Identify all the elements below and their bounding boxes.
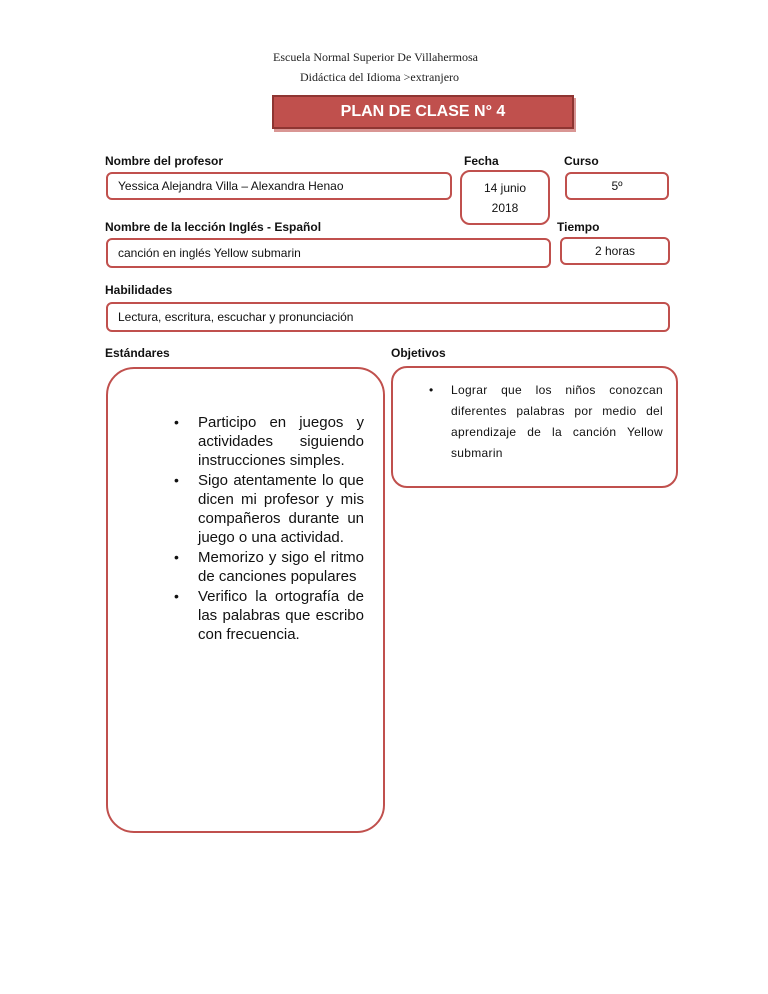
list-item: • Verifico la ortografía de las palabras que escribo con frecuencia.: [174, 588, 364, 643]
teacher-field: [106, 172, 452, 200]
plan-title-text: PLAN DE CLASE N° 4: [340, 103, 506, 120]
time-field: [560, 237, 670, 265]
list-item: • Participo en juegos y actividades siguiendo instrucciones simples.: [174, 414, 364, 469]
skills-field: [106, 302, 670, 332]
standards-box: [106, 367, 385, 833]
course-value: 5º: [611, 179, 623, 193]
bullet-icon: •: [174, 588, 179, 604]
list-item: • Memorizo y sigo el ritmo de canciones populares: [174, 549, 364, 585]
date-value-day: 14 junio: [483, 180, 527, 195]
skills-label: Habilidades: [105, 283, 173, 297]
list-item: • Sigo atentamente lo que dicen mi profesor y mis compañeros durante un juego o una actividad.: [174, 472, 364, 546]
standards-list: [170, 413, 364, 645]
bullet-icon: •: [429, 383, 434, 397]
subject-name: Didáctica del Idioma >extranjero: [300, 70, 460, 84]
date-label: Fecha: [464, 154, 499, 168]
lesson-value: canción en inglés Yellow submarin: [118, 246, 301, 260]
lesson-field: [106, 238, 551, 268]
course-field: [565, 172, 669, 200]
time-label: Tiempo: [557, 220, 600, 234]
skills-value: Lectura, escritura, escuchar y pronunciación: [118, 310, 354, 324]
time-value: 2 horas: [594, 244, 636, 258]
standards-label: Estándares: [105, 346, 170, 360]
date-value-year: 2018: [491, 200, 519, 215]
school-name: Escuela Normal Superior De Villahermosa: [273, 50, 478, 64]
objectives-box: [391, 366, 678, 488]
teacher-value: Yessica Alejandra Villa – Alexandra Henao: [118, 179, 344, 193]
objectives-label: Objetivos: [391, 346, 446, 360]
course-label: Curso: [564, 154, 599, 168]
date-field: [460, 170, 550, 225]
plan-title: [272, 95, 574, 129]
teacher-label: Nombre del profesor: [105, 154, 224, 168]
bullet-icon: •: [174, 472, 179, 488]
bullet-icon: •: [174, 414, 179, 430]
lesson-label: Nombre de la lección Inglés - Español: [105, 220, 322, 234]
objectives-list: [427, 380, 663, 464]
list-item: • Lograr que los niños conozcan diferentes palabras por medio del aprendizaje de la canción Yellow submarin: [427, 380, 663, 464]
bullet-icon: •: [174, 549, 179, 565]
